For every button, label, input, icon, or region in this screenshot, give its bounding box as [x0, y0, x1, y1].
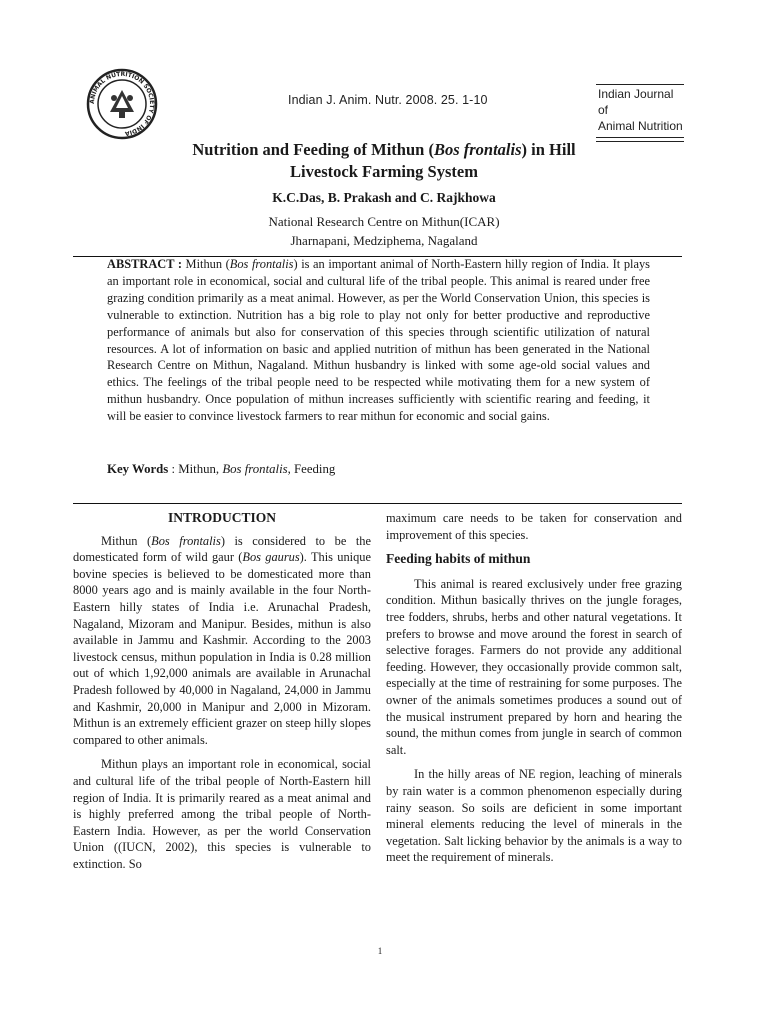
journal-citation: Indian J. Anim. Nutr. 2008. 25. 1-10: [288, 93, 488, 107]
affiliation: National Research Centre on Mithun(ICAR) Jharnapani, Medziphema, Nagaland: [268, 214, 500, 248]
keywords-label: Key Words: [107, 462, 169, 476]
introduction-heading: INTRODUCTION: [167, 510, 276, 525]
paper-title: Nutrition and Feeding of Mithun (Bos frontalis) in Hill Livestock Farming System: [192, 140, 576, 181]
journal-name-line1: Indian Journal of: [598, 87, 674, 117]
abstract-label: ABSTRACT :: [107, 257, 182, 271]
authors: K.C.Das, B. Prakash and C. Rajkhowa: [272, 190, 496, 205]
feeding-paragraph-1: This animal is reared exclusively under free grazing condition. Mithun basically thrives on the jungle forages, tree fodders, shrubs, herbs and other natural vegetations. It prefers to browse and move around the forest in search of selective forages. Farmers do not provide any additional feeding. However, they occasionally provide common salt, especially at the time of restraining for some purposes. The owner of the animals sometimes produces a sound out of the musical instrument prepared by horn and hearing the sound, the mithun comes from jungle in search of common salt.: [386, 576, 682, 757]
right-column: [386, 510, 682, 874]
intro-continuation: maximum care needs to be taken for conservation and improvement of this species.: [386, 511, 682, 542]
page-number: 1: [377, 946, 383, 956]
svg-text:ANIMAL NUTRITION SOCIETY OF IN: ANIMAL NUTRITION SOCIETY OF INDIA: [88, 70, 156, 137]
feeding-paragraph-2: In the hilly areas of NE region, leaching of minerals by rain water is a common phenomenon especially during rainy season. So soils are deficient in some important mineral elements reducing the level of minerals in the vegetation. Salt licking behavior by the animals is a way to meet the requirement of minerals.: [386, 767, 682, 865]
journal-name-box: [596, 84, 684, 138]
abstract: ABSTRACT : Mithun (Bos frontalis) is an important animal of North-Eastern hilly region of India. It plays an important role in economical, social and cultural life of the tribal people. This animal is reared under free grazing condition primarily as a meat animal. However, as per the World Conservation Union, this species is vulnerable to extinction. Nutrition has a big role to play not only for better productive and reproductive performance of animals but also for conservation of this species through scientific utilization of natural resources. A lot of information on basic and applied nutrition of mithun has been generated in the National Research Centre on Mithun, Nagaland. Mithun husbandry is linked with some age-old social values and ethics. The feelings of the tribal people need to be respected while motivating them for a new system of mithun husbandry. Once population of mithun increases sufficiently with scientific rearing and feeding, it will be easier to convince livestock farmers to rear mithun for economic and social gains.: [107, 257, 650, 424]
left-column: [73, 510, 371, 880]
intro-paragraph-2: Mithun plays an important role in economical, social and cultural life of the tribal people of North-Eastern hill region of India. It is primarily reared as a meat animal and is highly preferred among the tribal people of North-Eastern India. However, as per the world Conservation Union ((IUCN, 2002), this species is vulnerable to extinction. So: [73, 757, 371, 871]
intro-paragraph-1: Mithun (Bos frontalis) is considered to be the domesticated form of wild gaur (Bos gaurus). This unique bovine species is believed to be domesticated more than 8000 years ago and is mainly available in the four North-Eastern hilly states of India i.e. Arunachal Pradesh, Nagaland, Mizoram and Manipur. Besides, mithun is also available in Jammu and Kashmir. According to the 2003 livestock census, mithun population in India is 0.28 million out of which 1,92,000 animals are available in Arunachal Pradesh followed by 40,000 in Nagaland, 24,000 in Jammu and Kashmir, 20,000 in Manipur and 2,000 in Mizoram. Mithun is an extremely efficient grazer on steep hilly slopes compared to other animals.: [73, 533, 371, 747]
society-seal-logo: [86, 68, 158, 140]
feeding-habits-heading: Feeding habits of mithun: [386, 551, 531, 567]
abstract-bottom-rule: [73, 503, 682, 504]
keywords: Key Words : Mithun, Bos frontalis, Feeding: [107, 462, 336, 476]
title-species-italic: Bos frontalis: [433, 140, 522, 159]
journal-name-line2: Animal Nutrition: [598, 119, 683, 133]
